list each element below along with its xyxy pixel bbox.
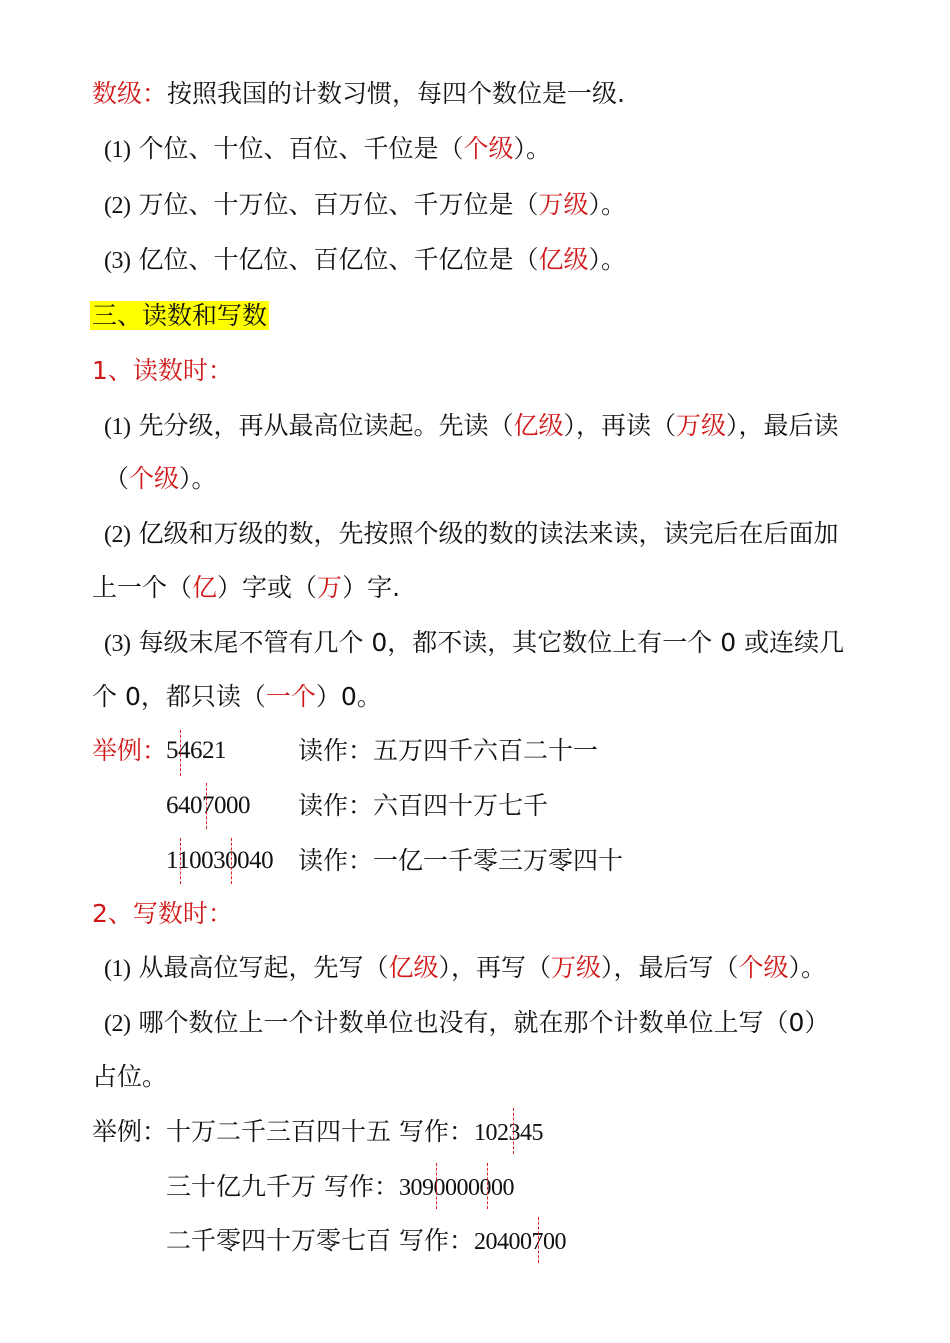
reading-rule-2: (2) 亿级和万级的数，先按照个级的数的读法来读，读完后在后面加: [104, 519, 839, 548]
example-reading: 读作：六百四十万七千: [298, 791, 549, 820]
writing-title: 2、写数时：: [92, 899, 233, 928]
answer: 万级: [538, 190, 589, 219]
level-separator: [180, 838, 181, 884]
example-reading: 读作：一亿一千零三万零四十: [298, 846, 624, 875]
level-separator: [436, 1163, 437, 1209]
reading-rule-1: (1) 先分级，再从最高位读起。先读（亿级），再读（万级），最后读: [104, 411, 839, 440]
level-separator: [180, 730, 181, 776]
levels-item-1: (1) 个位、十位、百位、千位是（个级）。: [104, 134, 551, 163]
example-words: 二千零四十万零七百 写作：20400700: [166, 1226, 566, 1255]
example-words: 十万二千三百四十五 写作：102345: [166, 1117, 543, 1146]
level-separator: [513, 1108, 514, 1154]
reading-rule-3-cont: 个 0，都只读（一个）0。: [92, 682, 382, 711]
example-number: 110030040: [166, 847, 274, 874]
writing-example-label: 举例：: [92, 1117, 168, 1146]
writing-rule-2-cont: 占位。: [92, 1062, 168, 1091]
example-reading: 读作：五万四千六百二十一: [298, 736, 599, 765]
answer: 亿级: [538, 245, 589, 274]
levels-intro: [92, 78, 625, 110]
level-separator: [231, 838, 232, 884]
levels-label: 数级：: [92, 79, 168, 108]
reading-rule-2-cont: 上一个（亿）字或（万）字.: [92, 573, 401, 602]
writing-rule-2: (2) 哪个数位上一个计数单位也没有，就在那个计数单位上写（0）: [104, 1008, 830, 1037]
answer: 个级: [463, 134, 514, 163]
levels-item-2: (2) 万位、十万位、百万位、千万位是（万级）。: [104, 190, 626, 219]
section-heading: [90, 300, 269, 332]
reading-rule-1-cont: （个级）。: [104, 464, 217, 493]
levels-text: 按照我国的计数习惯，每四个数位是一级.: [167, 79, 625, 108]
level-separator: [206, 783, 207, 829]
reading-rule-3: (3) 每级末尾不管有几个 0，都不读，其它数位上有一个 0 或连续几: [104, 628, 845, 657]
section-title: 三、读数和写数: [92, 301, 268, 330]
level-separator: [538, 1217, 539, 1263]
example-number: 54621: [166, 737, 226, 764]
writing-rule-1: (1) 从最高位写起，先写（亿级），再写（万级），最后写（个级）。: [104, 953, 827, 982]
level-separator: [487, 1163, 488, 1209]
example-words: 三十亿九千万 写作：3090000000: [166, 1172, 514, 1201]
reading-example-label: 举例：: [92, 736, 168, 765]
levels-item-3: (3) 亿位、十亿位、百亿位、千亿位是（亿级）。: [104, 245, 626, 274]
reading-title: 1、读数时：: [92, 356, 233, 385]
example-number: 6407000: [166, 792, 250, 819]
